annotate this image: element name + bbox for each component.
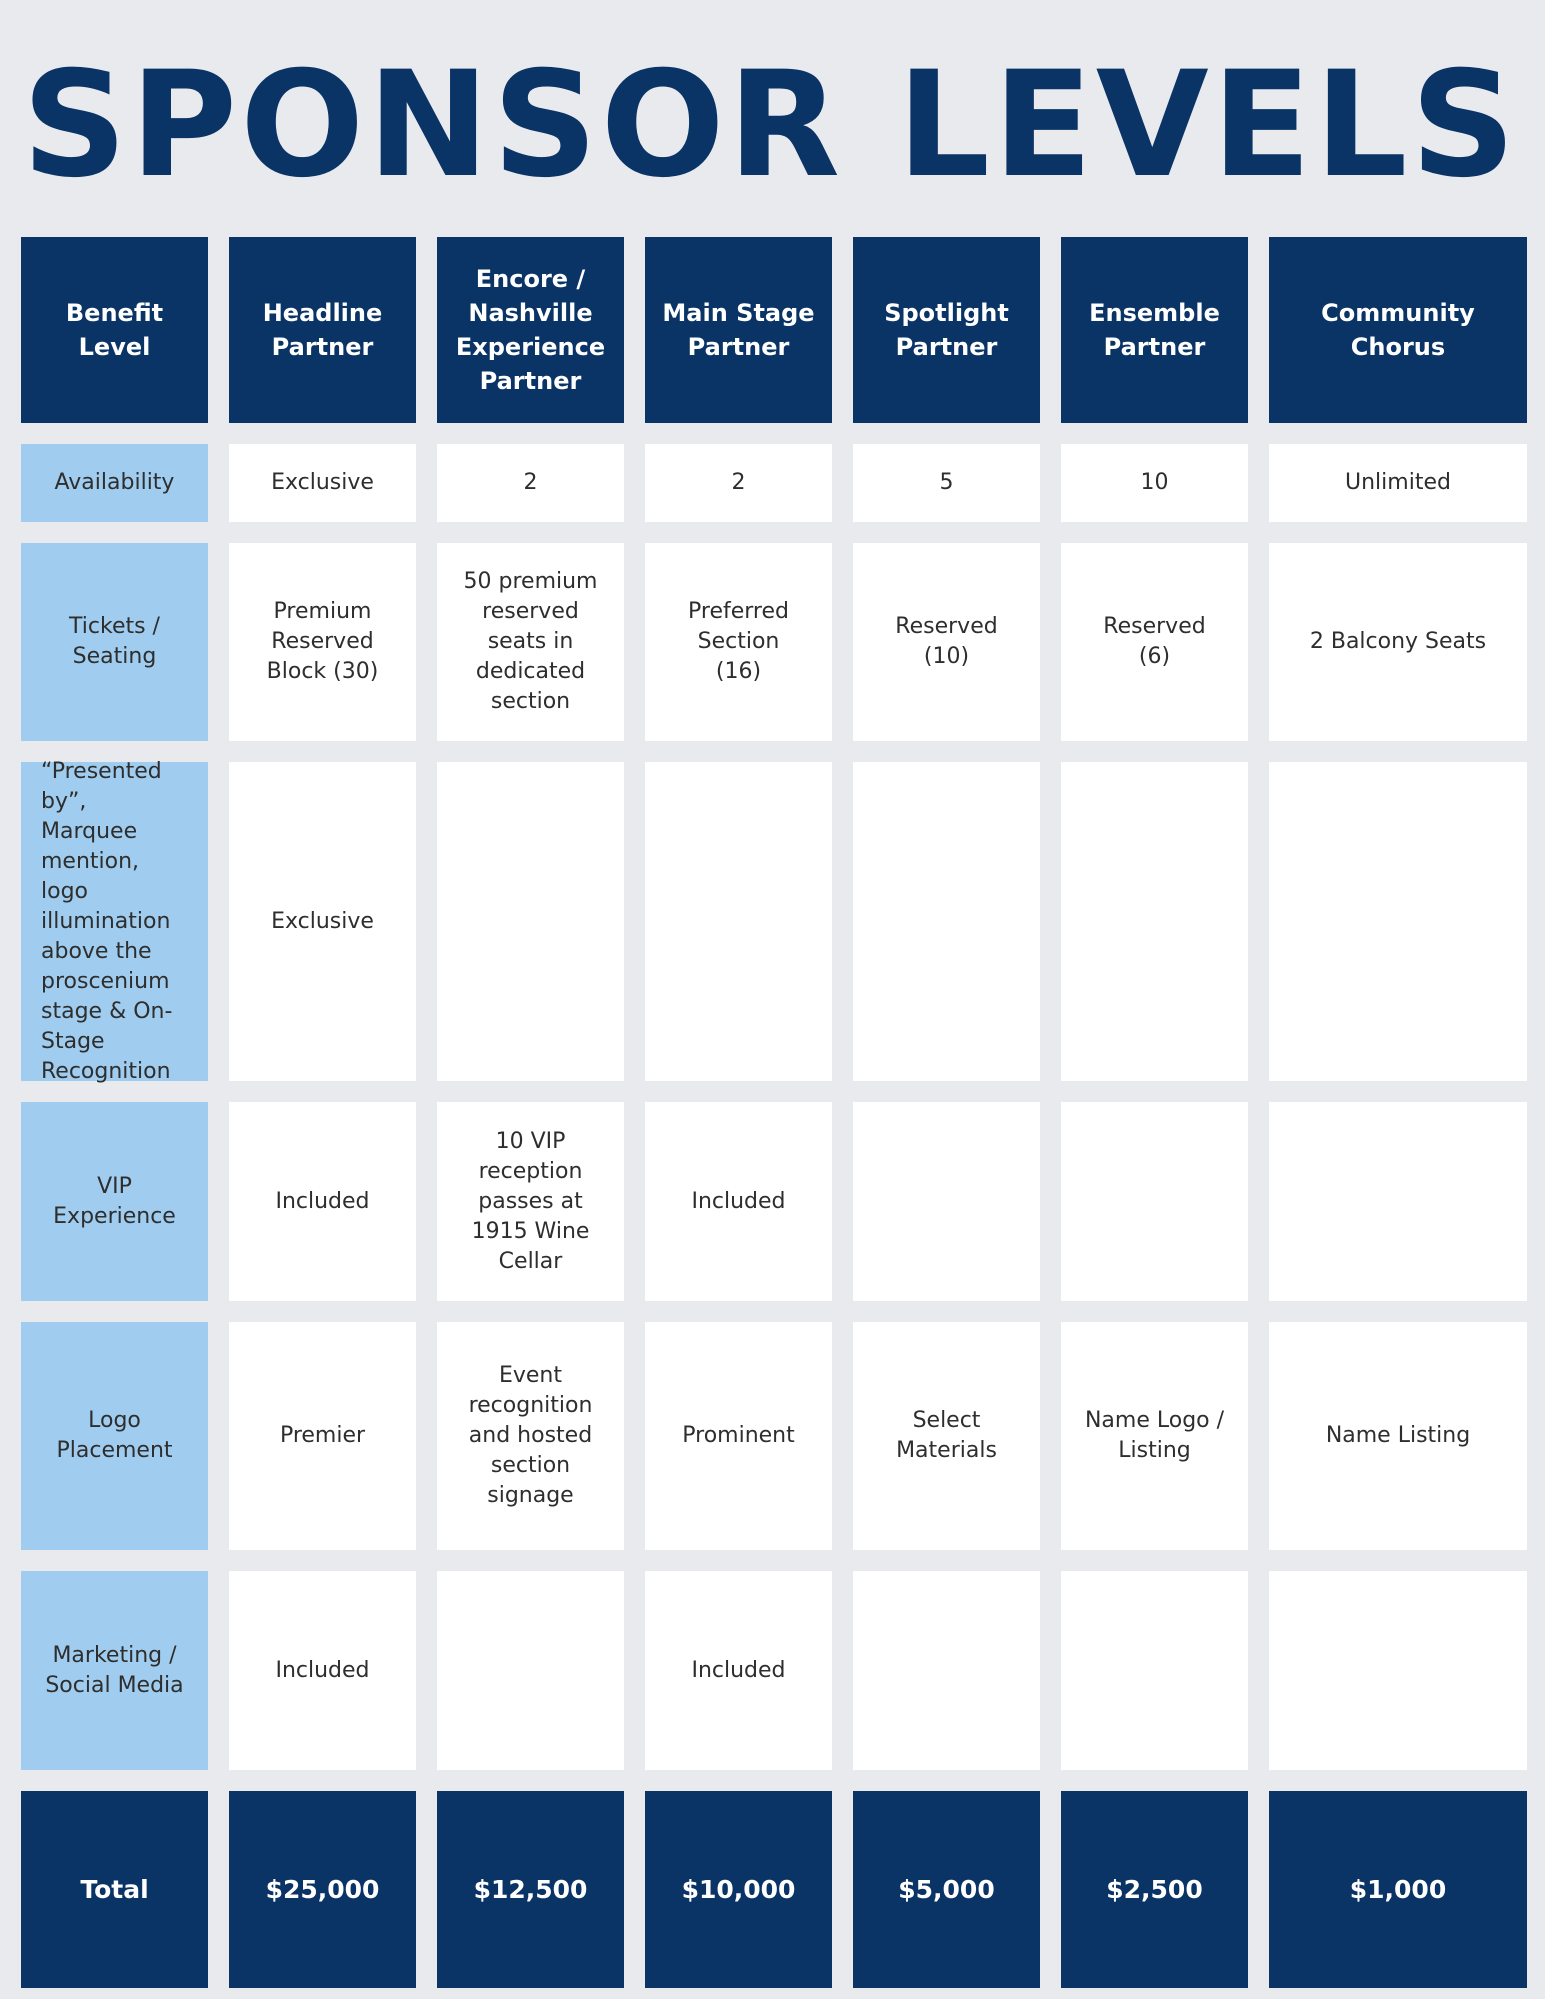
availability-headline: Exclusive xyxy=(229,444,416,522)
availability-spotlight: 5 xyxy=(853,444,1040,522)
row-label-tickets-seating: Tickets / Seating xyxy=(21,543,208,741)
tickets-community: 2 Balcony Seats xyxy=(1269,543,1527,741)
total-headline: $25,000 xyxy=(229,1791,416,1988)
row-label-presented-by: “Presented by”, Marquee mention, logo illumination above the proscenium stage & On- Stage Recognition xyxy=(21,762,208,1081)
presented-by-main-stage xyxy=(645,762,832,1081)
presented-by-encore xyxy=(437,762,624,1081)
tickets-ensemble: Reserved (6) xyxy=(1061,543,1248,741)
availability-main-stage: 2 xyxy=(645,444,832,522)
vip-spotlight xyxy=(853,1102,1040,1301)
header-spotlight-partner: Spotlight Partner xyxy=(853,237,1040,423)
header-headline-partner: Headline Partner xyxy=(229,237,416,423)
logo-community: Name Listing xyxy=(1269,1322,1527,1550)
total-label: Total xyxy=(21,1791,208,1988)
presented-by-ensemble xyxy=(1061,762,1248,1081)
total-spotlight: $5,000 xyxy=(853,1791,1040,1988)
tickets-main-stage: Preferred Section (16) xyxy=(645,543,832,741)
tickets-headline: Premium Reserved Block (30) xyxy=(229,543,416,741)
marketing-headline: Included xyxy=(229,1571,416,1770)
vip-headline: Included xyxy=(229,1102,416,1301)
marketing-spotlight xyxy=(853,1571,1040,1770)
header-encore-partner: Encore / Nashville Experience Partner xyxy=(437,237,624,423)
marketing-main-stage: Included xyxy=(645,1571,832,1770)
logo-headline: Premier xyxy=(229,1322,416,1550)
presented-by-headline: Exclusive xyxy=(229,762,416,1081)
page-title: SPONSOR LEVELS xyxy=(22,40,1519,210)
row-label-logo-placement: Logo Placement xyxy=(21,1322,208,1550)
total-ensemble: $2,500 xyxy=(1061,1791,1248,1988)
availability-ensemble: 10 xyxy=(1061,444,1248,522)
vip-main-stage: Included xyxy=(645,1102,832,1301)
tickets-encore: 50 premium reserved seats in dedicated section xyxy=(437,543,624,741)
marketing-encore xyxy=(437,1571,624,1770)
total-encore: $12,500 xyxy=(437,1791,624,1988)
vip-community xyxy=(1269,1102,1527,1301)
presented-by-spotlight xyxy=(853,762,1040,1081)
sponsor-levels-table xyxy=(21,237,1523,1989)
presented-by-community xyxy=(1269,762,1527,1081)
header-ensemble-partner: Ensemble Partner xyxy=(1061,237,1248,423)
marketing-ensemble xyxy=(1061,1571,1248,1770)
logo-main-stage: Prominent xyxy=(645,1322,832,1550)
total-main-stage: $10,000 xyxy=(645,1791,832,1988)
logo-spotlight: Select Materials xyxy=(853,1322,1040,1550)
header-community-chorus: Community Chorus xyxy=(1269,237,1527,423)
availability-community: Unlimited xyxy=(1269,444,1527,522)
marketing-community xyxy=(1269,1571,1527,1770)
tickets-spotlight: Reserved (10) xyxy=(853,543,1040,741)
availability-encore: 2 xyxy=(437,444,624,522)
header-main-stage-partner: Main Stage Partner xyxy=(645,237,832,423)
row-label-availability: Availability xyxy=(21,444,208,522)
vip-encore: 10 VIP reception passes at 1915 Wine Cellar xyxy=(437,1102,624,1301)
logo-ensemble: Name Logo / Listing xyxy=(1061,1322,1248,1550)
vip-ensemble xyxy=(1061,1102,1248,1301)
total-community: $1,000 xyxy=(1269,1791,1527,1988)
header-benefit-level: Benefit Level xyxy=(21,237,208,423)
row-label-marketing: Marketing / Social Media xyxy=(21,1571,208,1770)
row-label-vip-experience: VIP Experience xyxy=(21,1102,208,1301)
logo-encore: Event recognition and hosted section signage xyxy=(437,1322,624,1550)
